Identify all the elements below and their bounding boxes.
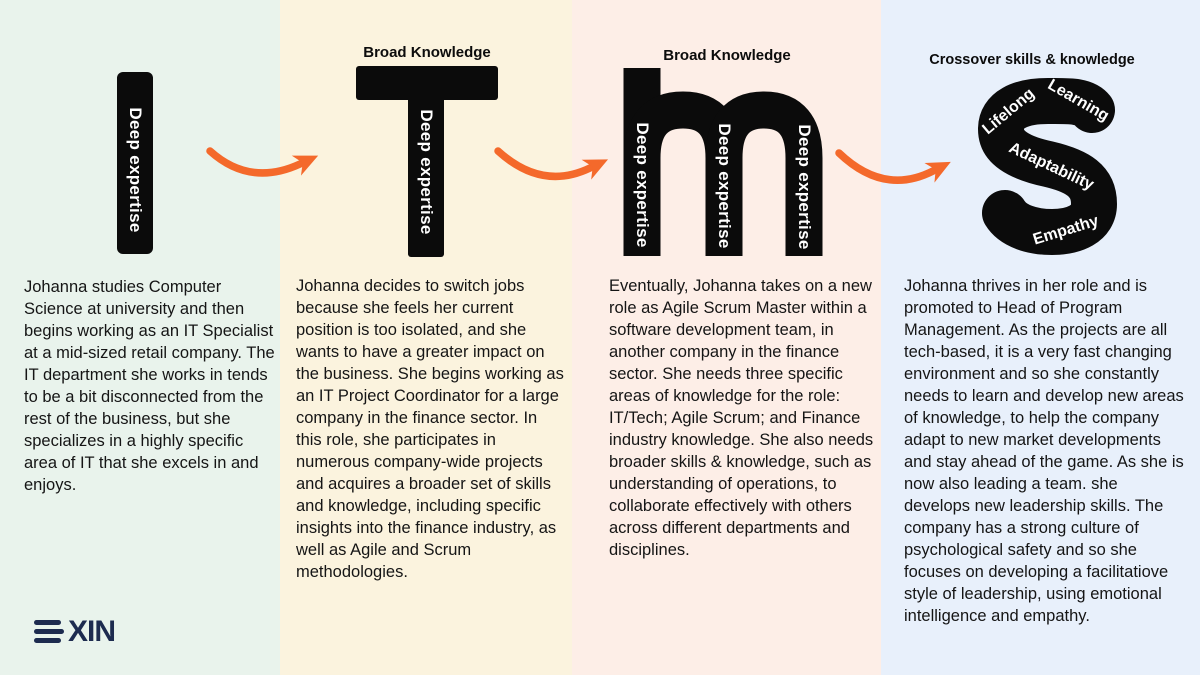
paragraph-s-shaped: Johanna thrives in her role and is promoted to Head of Program Management. As the projects are all tech-based, it is a very fast changing environment and so she constantly needs to learn and develop new areas of knowledge, to help the company adapt to new market developments and stay ahead of the game. As she is now also leading a team. she develops new leadership skills. The company has a strong culture of psychological safety and so she focuses on developing a facilitatiove style of leadership, using emotional intelligence and empathy. xyxy=(904,277,1184,625)
s-label-learning: Learning xyxy=(1044,76,1112,125)
deep-expertise-label-m1: Deep expertise xyxy=(633,122,652,248)
s-label-lifelong: Lifelong xyxy=(979,85,1038,139)
s-label-adaptability: Adaptability xyxy=(1006,139,1097,194)
paragraph-i-shaped: Johanna studies Computer Science at university and then begins working as an IT Specialist at a mid-sized retail company. The IT department she works in tends to be a bit disconnected from the rest of the business, but she specializes in a highly specific area of IT that she excels in and enjoys. xyxy=(24,278,275,494)
exin-logo-text: XIN xyxy=(68,615,116,648)
paragraph-t-shaped: Johanna decides to switch jobs because she feels her current position is too isolated, and she wants to have a greater impact on the business. She begins working as an IT Project Coordinator for a large company in the finance sector. In this role, she participates in numerous company-wide projects and acquires a broader set of skills and knowledge, including specific insights into the finance industry, as well as Agile and Scrum methodologies. xyxy=(296,277,564,581)
deep-expertise-label-i: Deep expertise xyxy=(126,107,145,233)
exin-logo-e-bars-icon xyxy=(34,620,64,643)
exin-logo xyxy=(34,615,116,648)
header-crossover-skills: Crossover skills & knowledge xyxy=(929,52,1135,68)
deep-expertise-label-m3: Deep expertise xyxy=(795,124,814,250)
paragraph-m-shaped: Eventually, Johanna takes on a new role as Agile Scrum Master within a software development team, in another company in the finance sector. She needs three specific areas of knowledge for the role: IT/Tech; Agile Scrum; and Finance industry knowledge. She also needs broader skills & knowledge, such as understanding of operations, to collaborate effectively with others across different departments and disciplines. xyxy=(609,277,874,559)
deep-expertise-label-t: Deep expertise xyxy=(417,109,436,235)
header-broad-knowledge-m: Broad Knowledge xyxy=(663,47,791,64)
deep-expertise-label-m2: Deep expertise xyxy=(715,123,734,249)
s-label-empathy: Empathy xyxy=(1031,212,1101,249)
header-broad-knowledge-t: Broad Knowledge xyxy=(363,44,491,61)
